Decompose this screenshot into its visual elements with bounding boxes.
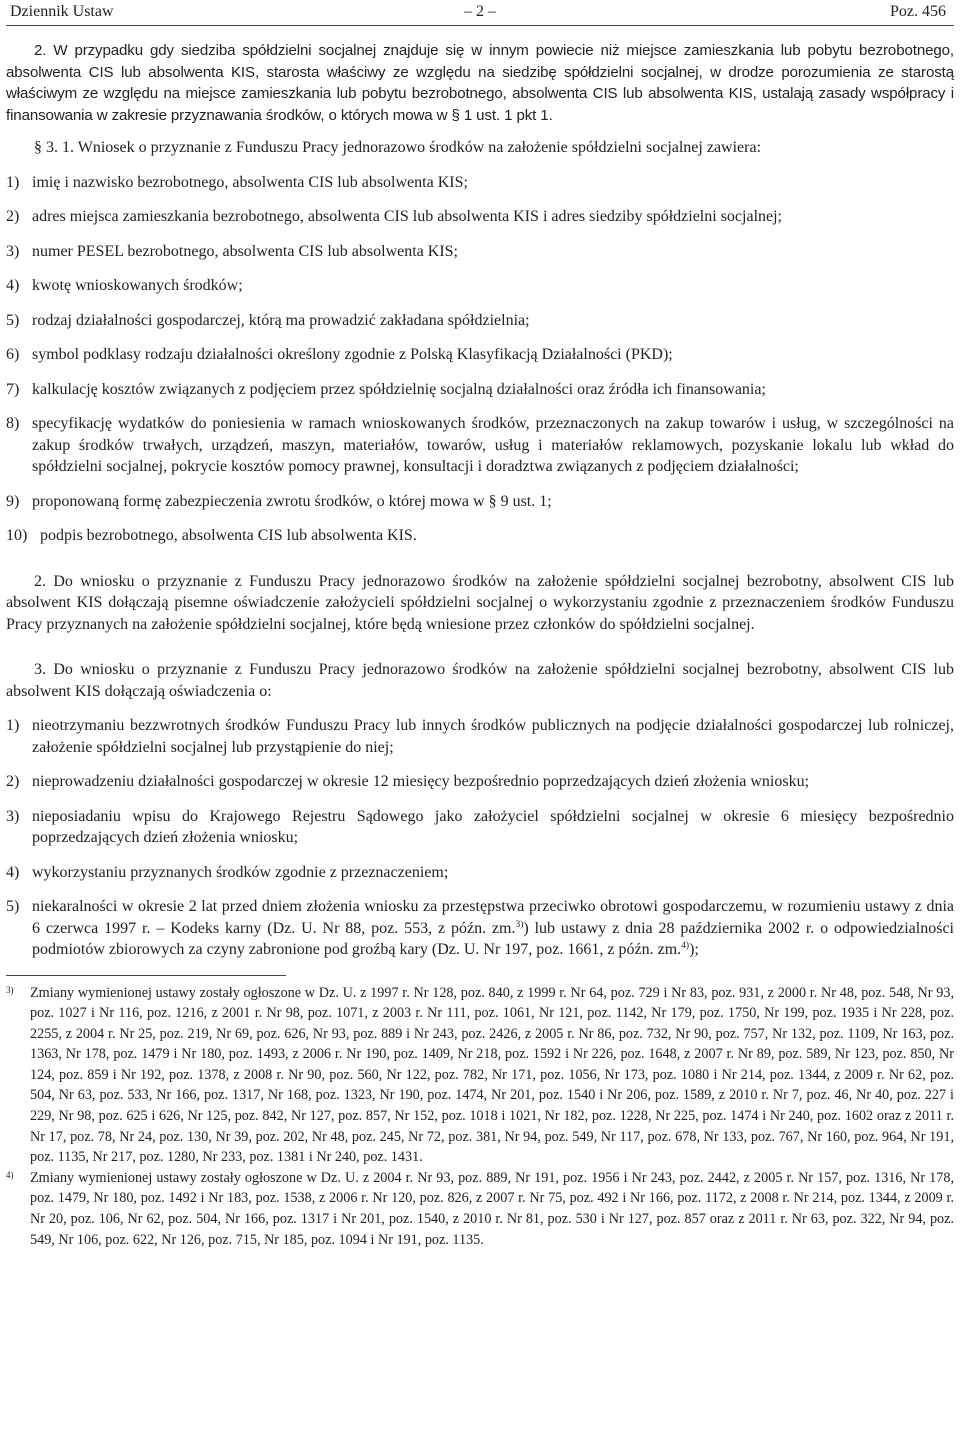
footnote xyxy=(6,983,954,1168)
list-item: 5) rodzaj działalności gospodarczej, którą ma prowadzić zakładana spółdzielnia; xyxy=(6,311,530,329)
list-item: 7) kalkulację kosztów związanych z podjęciem przez spółdzielnię socjalną działalności oraz źródła ich finansowania; xyxy=(6,380,766,398)
section-sign: § xyxy=(488,492,497,510)
footnotes xyxy=(6,983,954,1251)
footnote-ref[interactable]: 4) xyxy=(681,941,690,951)
list-item: 5) niekaralności w okresie 2 lat przed dniem złożenia wniosku za przestępstwa przeciwko obrotowi gospodarczemu, w rozumieniu ustawy z dnia 6 czerwca 1997 r. – Kodeks karny (Dz. U. Nr 88, poz. 553, z późn. zm.$^{3)}$) lub ustawy z dnia 28 października 2002 r. o odpowiedzialności podmiotów zbiorowych za czyny zabronione pod groźbą kary (Dz. U. Nr 197, poz. 1661, z późn. zm.$^{4)}$); xyxy=(6,898,955,958)
application-contents-list xyxy=(6,172,954,547)
list-item: 8) specyfikację wydatków do poniesienia w ramach wnioskowanych środków, przeznaczonych na zakup towarów i usług, w szczególności na zakup środków trwałych, urządzeń, maszyn, materiałów, towarów, usług i materiałów reklamowych, pozyskanie lokalu lub wkład do spółdzielni socjalnej, pokrycie kosztów pomocy prawnej, konsultacji i doradztwa związanych z podjęciem działalności; xyxy=(6,415,954,475)
page-header xyxy=(6,0,954,27)
footnote xyxy=(6,1168,954,1250)
section-3-number: 3. 1. xyxy=(42,139,78,156)
section-3-paragraph-2: 2. Do wniosku o przyznanie z Funduszu Pracy jednorazowo środków na założenie spółdzielni socjalnej bezrobotny, absolwent CIS lub absolwent KIS dołączają pisemne oświadczenie założycieli spółdzielni socjalnej o wykorzystaniu zgodnie z przeznaczeniem środków Funduszu Pracy przyznanych na założenie spółdzielni socjalnej, które będą wniesione przez członków do spółdzielni socjalnej. xyxy=(6,572,954,633)
footnote-marker: 3) xyxy=(6,984,14,995)
section-sign: § xyxy=(451,106,460,124)
journal-title: Dziennik Ustaw xyxy=(10,3,114,20)
list-item: 6) symbol podklasy rodzaju działalności określony zgodnie z Polską Klasyfikacją Działalności (PKD); xyxy=(6,346,673,363)
page-number: – 2 – xyxy=(464,3,496,20)
list-item: 3) numer PESEL bezrobotnego, absolwenta CIS lub absolwenta KIS; xyxy=(6,242,458,260)
section-3-paragraph-3: 3. Do wniosku o przyznanie z Funduszu Pracy jednorazowo środków na założenie spółdzielni socjalnej bezrobotny, absolwent CIS lub absolwent KIS dołączają oświadczenia o: xyxy=(6,661,954,700)
footnote-text: Zmiany wymienionej ustawy zostały ogłoszone w Dz. U. z 2004 r. Nr 93, poz. 889, Nr 191, poz. 1956 i Nr 243, poz. 2442, z 2005 r. Nr 157, poz. 1316, Nr 178, poz. 1479, Nr 180, poz. 1492 i Nr 183, poz. 1538, z 2006 r. Nr 120, poz. 826, z 2007 r. Nr 75, poz. 492 i Nr 166, poz. 1172, z 2008 r. Nr 214, poz. 1344, z 2009 r. Nr 20, poz. 106, Nr 62, poz. 504, Nr 166, poz. 1317 i Nr 201, poz. 1540, z 2010 r. Nr 81, poz. 530 i Nr 127, poz. 857 oraz z 2011 r. Nr 63, poz. 322, Nr 94, poz. 549, Nr 106, poz. 622, Nr 126, poz. 715, Nr 185, poz. 1094 i Nr 191, poz. 1135. xyxy=(30,1169,954,1248)
list-item: 10) podpis bezrobotnego, absolwenta CIS lub absolwenta KIS. xyxy=(6,527,417,544)
list-item: 2) adres miejsca zamieszkania bezrobotnego, absolwenta CIS lub absolwenta KIS i adres siedziby spółdzielni socjalnej; xyxy=(6,208,782,225)
list-item: 4) wykorzystaniu przyznanych środków zgodnie z przeznaczeniem; xyxy=(6,863,449,881)
paragraph-2 xyxy=(6,40,954,126)
paragraph-2-ref: 1 ust. 1 pkt 1. xyxy=(459,106,553,124)
footnote-separator xyxy=(6,975,286,976)
footnote-ref[interactable]: 3) xyxy=(515,919,524,930)
document-body xyxy=(6,40,954,961)
list-item: 1) imię i nazwisko bezrobotnego, absolwenta CIS lub absolwenta KIS; xyxy=(6,173,468,191)
list-item: 3) nieposiadaniu wpisu do Krajowego Rejestru Sądowego jako założyciel spółdzielni socjalnej w okresie 6 miesięcy bezpośrednio poprzedzających dzień złożenia wniosku; xyxy=(6,807,954,846)
section-3-intro xyxy=(6,137,954,159)
paragraph-2-text: 2. W przypadku gdy siedziba spółdzielni socjalnej znajduje się w innym powiecie niż miejsce zamieszkania lub pobytu bezrobotnego, absolwenta CIS lub absolwenta KIS, starosta właściwy ze względu na siedzibę spółdzielni socjalnej, w drodze porozumienia ze starostą właściwym ze względu na miejsce zamieszkania lub pobytu bezrobotnego, absolwenta CIS lub absolwenta KIS, ustalają zasady współpracy i finansowania w zakresie przyznawania środków, o których mowa w xyxy=(6,42,954,124)
position-number: Poz. 456 xyxy=(890,3,946,20)
footnote-text: Zmiany wymienionej ustawy zostały ogłoszone w Dz. U. z 1997 r. Nr 128, poz. 840, z 1999 r. Nr 64, poz. 729 i Nr 83, poz. 931, z 2000 r. Nr 48, poz. 548, Nr 93, poz. 1027 i Nr 116, poz. 1216, z 2001 r. Nr 98, poz. 1071, z 2003 r. Nr 111, poz. 1061, Nr 121, poz. 1142, Nr 179, poz. 1750, Nr 199, poz. 1935 i Nr 228, poz. 2255, z 2004 r. Nr 25, poz. 219, Nr 69, poz. 626, Nr 93, poz. 889 i Nr 243, poz. 2426, z 2005 r. Nr 86, poz. 732, Nr 90, poz. 757, Nr 132, poz. 1109, Nr 163, poz. 1363, Nr 178, poz. 1479 i Nr 180, poz. 1493, z 2006 r. Nr 190, poz. 1409, Nr 218, poz. 1592 i Nr 226, poz. 1648, z 2007 r. Nr 89, poz. 589, Nr 123, poz. 850, Nr 124, poz. 859 i Nr 192, poz. 1378, z 2008 r. Nr 90, poz. 560, Nr 122, poz. 782, Nr 171, poz. 1056, Nr 173, poz. 1080 i Nr 214, poz. 1344, z 2009 r. Nr 62, poz. 504, Nr 63, poz. 533, Nr 166, poz. 1317, Nr 168, poz. 1323, Nr 190, poz. 1474, Nr 201, poz. 1540 i Nr 206, poz. 1589, z 2010 r. Nr 7, poz. 46, Nr 40, poz. 227 i 229, Nr 98, poz. 625 i 626, Nr 125, poz. 842, Nr 127, poz. 857, Nr 152, poz. 1018 i 1021, Nr 182, poz. 1228, Nr 225, poz. 1474 i Nr 240, poz. 1602 oraz z 2011 r. Nr 17, poz. 78, Nr 24, poz. 130, Nr 39, poz. 202, Nr 48, poz. 245, Nr 72, poz. 381, Nr 94, poz. 549, Nr 117, poz. 678, Nr 133, poz. 767, Nr 160, poz. 964, Nr 191, poz. 1135, Nr 217, poz. 1280, Nr 233, poz. 1381 i Nr 240, poz. 1431. xyxy=(30,984,954,1166)
list-item: 4) kwotę wnioskowanych środków; xyxy=(6,277,243,294)
declarations-list xyxy=(6,715,954,961)
section-3-intro-text: Wniosek o przyznanie z Funduszu Pracy jednorazowo środków na założenie spółdzielni socjalnej zawiera: xyxy=(77,139,762,156)
section-sign: § xyxy=(34,139,42,156)
header-rule xyxy=(6,25,954,26)
list-item: 1) nieotrzymaniu bezzwrotnych środków Funduszu Pracy lub innych środków publicznych na podjęcie działalności gospodarczej lub rolniczej, założenie spółdzielni socjalnej lub przystąpienie do niej; xyxy=(6,717,954,756)
list-item: 9) proponowaną formę zabezpieczenia zwrotu środków, o której mowa w § 9 ust. 1; xyxy=(6,492,552,510)
list-item: 2) nieprowadzeniu działalności gospodarczej w okresie 12 miesięcy bezpośrednio poprzedzających dzień złożenia wniosku; xyxy=(6,773,810,790)
footnote-marker: 4) xyxy=(6,1169,14,1180)
